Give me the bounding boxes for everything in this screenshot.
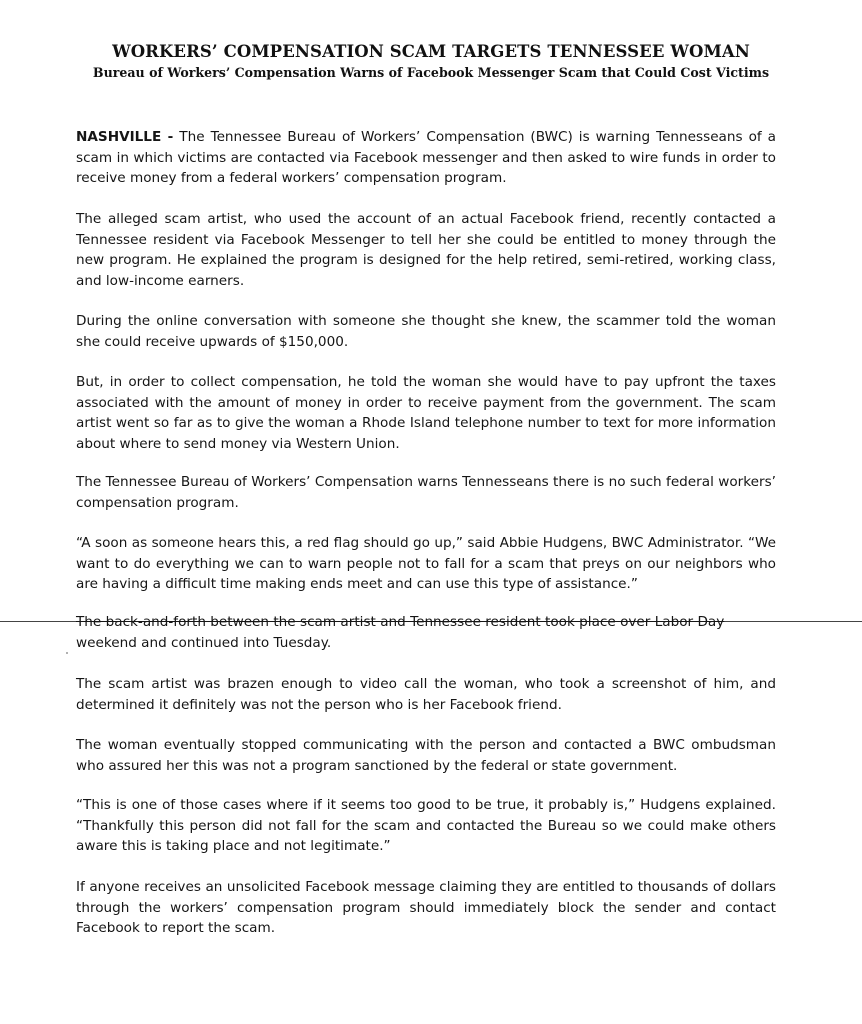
paragraph-9: The woman eventually stopped communicating with the person and contacted a BWC ombudsman who assured her this was not a program sanctioned by the federal or state government. bbox=[76, 737, 776, 774]
paragraph-7-rest: weekend and continued into Tuesday. bbox=[76, 634, 332, 651]
paragraph-11: If anyone receives an unsolicited Facebook message claiming they are entitled to thousands of dollars through the workers’ compensation program should immediately block the sender and contact Facebook to report the scam. bbox=[76, 879, 776, 936]
scan-speck bbox=[66, 652, 68, 654]
paragraph-8: The scam artist was brazen enough to video call the woman, who took a screenshot of him, and determined it definitely was not the person who is her Facebook friend. bbox=[76, 676, 776, 713]
paragraph-6: “A soon as someone hears this, a red flag should go up,” said Abbie Hudgens, BWC Administrator. “We want to do everything we can to warn people not to fall for a scam that preys on our neighbors who are having a difficult time making ends meet and can use this type of assistance.” bbox=[76, 535, 776, 592]
paragraph-intro bbox=[76, 127, 776, 189]
intro-text: The Tennessee Bureau of Workers’ Compensation (BWC) is warning Tennesseans of a scam in which victims are contacted via Facebook messenger and then asked to wire funds in order to receive money from a federal workers’ compensation program. bbox=[76, 129, 776, 186]
paragraph-7 bbox=[76, 612, 776, 653]
paragraph-4: But, in order to collect compensation, he told the woman she would have to pay upfront the taxes associated with the amount of money in order to receive payment from the government. The scam artist went so far as to give the woman a Rhode Island telephone number to text for more information about where to send money via Western Union. bbox=[76, 374, 776, 452]
paragraph-5: The Tennessee Bureau of Workers’ Compensation warns Tennesseans there is no such federal workers’ compensation program. bbox=[76, 474, 776, 511]
paragraph-3: During the online conversation with someone she thought she knew, the scammer told the woman she could receive upwards of $150,000. bbox=[76, 313, 776, 350]
paragraph-2: The alleged scam artist, who used the account of an actual Facebook friend, recently contacted a Tennessee resident via Facebook Messenger to tell her she could be entitled to money through the new program. He explained the program is designed for the help retired, semi-retired, working class, and low-income earners. bbox=[76, 211, 776, 289]
paragraph-10: “This is one of those cases where if it seems too good to be true, it probably is,” Hudgens explained. “Thankfully this person did not fall for the scam and contacted the Bureau so we could make others aware this is taking place and not legitimate.” bbox=[76, 797, 776, 854]
struck-text: The back-and-forth between the scam artist and Tennessee resident took place over Labor Day bbox=[76, 614, 725, 630]
subheadline: Bureau of Workers’ Compensation Warns of Facebook Messenger Scam that Could Cost Victims bbox=[92, 65, 770, 80]
headline: WORKERS’ COMPENSATION SCAM TARGETS TENNESSEE WOMAN bbox=[112, 42, 750, 61]
dateline: NASHVILLE - bbox=[76, 129, 174, 145]
